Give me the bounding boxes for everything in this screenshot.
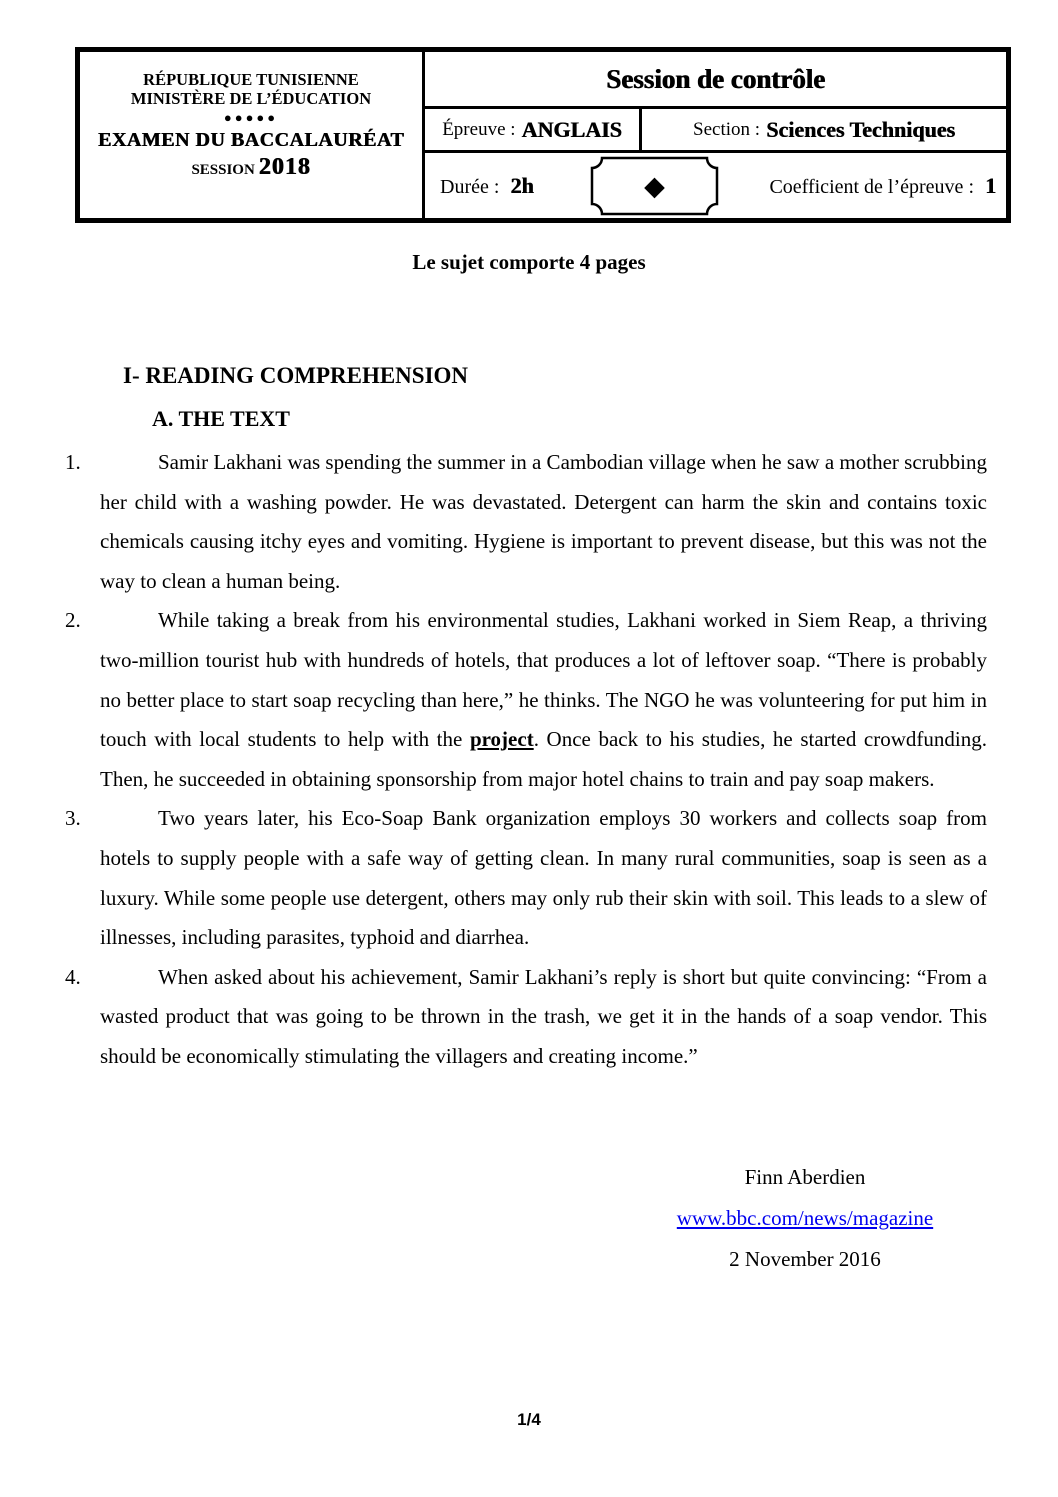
duree-value: 2h	[510, 172, 534, 198]
page-number: 1/4	[517, 1410, 541, 1429]
session-line	[191, 154, 310, 181]
paragraph-number: 1.	[65, 450, 81, 474]
paragraph-body: When asked about his achievement, Samir Lakhani’s reply is short but quite convincing: “From a wasted product that was going to be thrown in the trash, we get it in the hands of a soap vendor. This should be economically stimulating the villagers and creating income.”	[100, 964, 987, 1068]
paragraph-number: 2.	[65, 608, 81, 633]
exam-header-table	[75, 47, 1011, 223]
reading-text	[65, 443, 987, 1077]
session-label: SESSION	[191, 162, 255, 178]
paragraph-text-after: . Once back to his studies, he started crowdfunding. Then, he succeeded in obtaining sponsorship from major hotel chains to train and pay soap makers.	[100, 727, 987, 791]
publication-date: 2 November 2016	[729, 1247, 881, 1271]
session-type: Session de contrôle	[425, 52, 1006, 109]
source-link[interactable]: www.bbc.com/news/magazine	[676, 1206, 934, 1230]
coefficient-label: Coefficient de l’épreuve :	[769, 175, 974, 198]
paragraph-1	[65, 443, 987, 601]
session-year: 2018	[258, 154, 311, 180]
text-subsection-title: A. THE TEXT	[152, 406, 290, 431]
paragraph-body: Samir Lakhani was spending the summer in a Cambodian village when he saw a mother scrubbing her child with a washing powder. He was devastated. Detergent can harm the skin and contains toxic chemicals causing itchy eyes and vomiting. Hygiene is important to prevent disease, but this was not the way to clean a human being.	[100, 450, 987, 593]
epreuve-cell	[425, 109, 642, 150]
diamond-icon: ◆	[644, 170, 665, 201]
paragraph-number: 4.	[65, 964, 81, 989]
ministry-line: MINISTÈRE DE L’ÉDUCATION	[130, 89, 372, 108]
exam-title: EXAMEN DU BACCALAURÉAT	[97, 129, 405, 151]
author-name: Finn Aberdien	[744, 1165, 866, 1189]
decorative-plaque	[590, 156, 719, 216]
republic-line: RÉPUBLIQUE TUNISIENNE	[143, 70, 359, 89]
subject-section-row	[425, 109, 1006, 153]
epreuve-label: Épreuve :	[442, 118, 516, 140]
coefficient-cell	[769, 173, 996, 199]
paragraph-2	[65, 601, 987, 799]
ministry-block	[80, 52, 425, 218]
section-value: Sciences Techniques	[766, 116, 955, 142]
section-label: Section :	[693, 118, 761, 140]
exam-info-block	[425, 52, 1006, 218]
section-cell	[642, 109, 1006, 150]
paragraph-3	[65, 799, 987, 957]
epreuve-value: ANGLAIS	[521, 116, 622, 142]
dots-separator: ●●●●●	[223, 110, 279, 125]
highlighted-word-project: project	[469, 727, 534, 752]
coefficient-value: 1	[985, 172, 996, 198]
reading-section-title: I- READING COMPREHENSION	[123, 363, 469, 388]
paragraph-text-before: While taking a break from his environmental studies, Lakhani worked in Siem Reap, a thriving two-million tourist hub with hundreds of hotels, that produces a lot of leftover soap. “There is probably no better place to start soap recycling than here,” he thinks. The NGO he was volunteering for put him in touch with local students to help with the	[100, 608, 987, 752]
duration-coefficient-row	[425, 153, 1006, 218]
paragraph-body: Two years later, his Eco-Soap Bank organization employs 30 workers and collects soap from hotels to supply people with a safe way of getting clean. In many rural communities, soap is seen as a luxury. While some people use detergent, others may only rub their skin with soil. This leads to a slew of illnesses, including parasites, typhoid and diarrhea.	[100, 806, 987, 950]
source-attribution	[640, 1157, 970, 1280]
paragraph-4	[65, 958, 987, 1077]
duree-label: Durée :	[440, 175, 500, 198]
duree-cell	[440, 173, 534, 199]
paragraph-number: 3.	[65, 806, 81, 831]
pages-note: Le sujet comporte 4 pages	[412, 250, 646, 274]
paragraph-body	[100, 601, 987, 799]
